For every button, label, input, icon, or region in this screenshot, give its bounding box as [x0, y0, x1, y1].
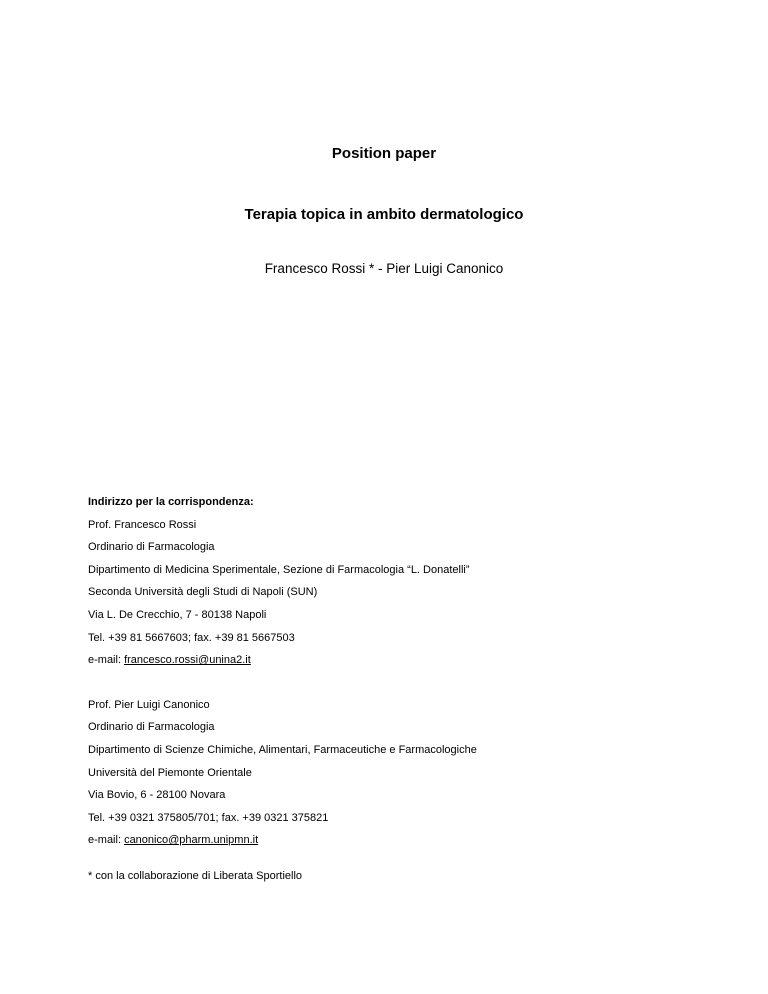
email-link[interactable]: francesco.rossi@unina2.it [124, 654, 251, 667]
email-label: e-mail: [88, 654, 125, 667]
correspondence-block [88, 495, 728, 856]
document-title: Terapia topica in ambito dermatologico [244, 206, 524, 223]
contact-card-canonico [88, 698, 728, 856]
contact-card-rossi [88, 518, 728, 676]
contact-address: Via L. De Crecchio, 7 - 80138 Napoli [88, 608, 267, 621]
footnote: * con la collaborazione di Liberata Sportiello [88, 870, 303, 882]
contact-department: Dipartimento di Scienze Chimiche, Alimentari, Farmaceutiche e Farmacologiche [88, 743, 477, 756]
contact-institution: Università del Piemonte Orientale [88, 766, 252, 779]
spacer [88, 676, 728, 698]
contact-phone: Tel. +39 0321 375805/701; fax. +39 0321 375821 [88, 811, 329, 824]
contact-address: Via Bovio, 6 - 28100 Novara [88, 789, 226, 802]
email-label: e-mail: [88, 834, 125, 847]
contact-department: Dipartimento di Medicina Sperimentale, Sezione di Farmacologia “L. Donatelli” [88, 563, 470, 576]
contact-name: Prof. Pier Luigi Canonico [88, 698, 210, 711]
contact-role: Ordinario di Farmacologia [88, 721, 215, 734]
contact-institution: Seconda Università degli Studi di Napoli (SUN) [88, 586, 318, 599]
correspondence-heading: Indirizzo per la corrispondenza: [88, 496, 254, 508]
email-link[interactable]: canonico@pharm.unipmn.it [124, 834, 259, 847]
contact-role: Ordinario di Farmacologia [88, 541, 215, 554]
document-authors: Francesco Rossi * - Pier Luigi Canonico [264, 261, 504, 276]
contact-email-line [88, 653, 728, 676]
document-kind: Position paper [331, 145, 437, 162]
contact-phone: Tel. +39 81 5667603; fax. +39 81 5667503 [88, 631, 295, 644]
contact-name: Prof. Francesco Rossi [88, 518, 197, 531]
contact-email-line [88, 833, 728, 856]
